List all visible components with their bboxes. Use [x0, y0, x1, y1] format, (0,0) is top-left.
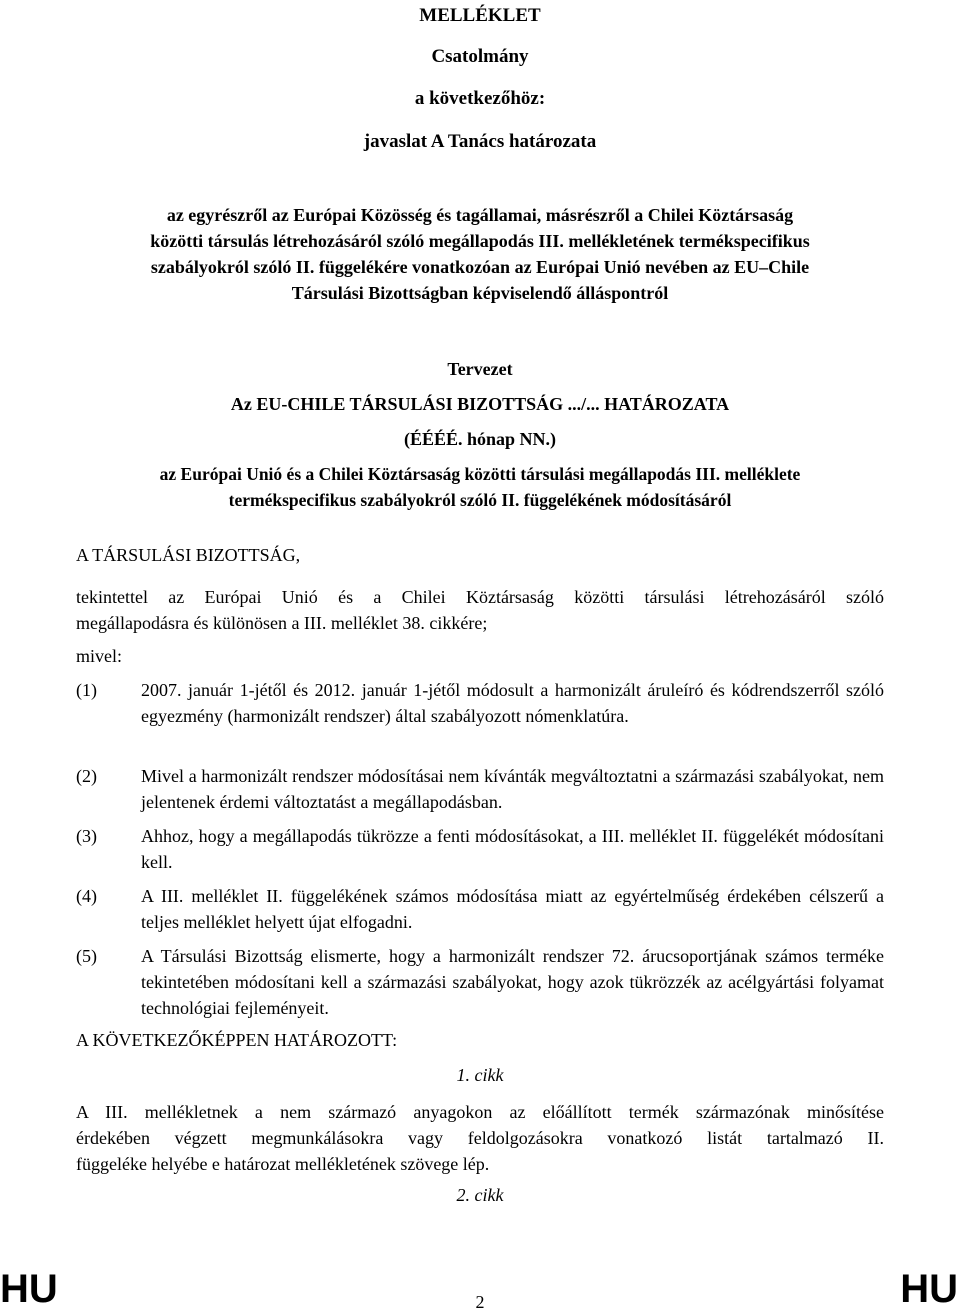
decision-title-line: közötti társulás létrehozásáról szóló megállapodás III. mellékletének termékspecifikus: [150, 231, 810, 251]
decision-title: [80, 202, 880, 306]
language-code-right: HU: [900, 1267, 958, 1311]
draft-subject-line: termékspecifikus szabályokról szóló II. függelékének módosításáról: [228, 490, 732, 510]
draft-date: (ÉÉÉÉ. hónap NN.): [403, 429, 557, 449]
having-regard-paragraph: [76, 584, 884, 636]
draft-subject-line: az Európai Unió és a Chilei Köztársaság közötti társulási megállapodás III. melléklete: [159, 464, 801, 484]
page-number: 2: [475, 1292, 485, 1312]
decision-title-line: szabályokról szóló II. függelékére vonatkozóan az Európai Unió nevében az EU–Chile: [150, 257, 810, 277]
decision-title-line: Társulási Bizottságban képviselendő álláspontról: [291, 283, 669, 303]
recital-number: (3): [76, 826, 97, 846]
recital-number: (4): [76, 886, 97, 906]
recital-text: Mivel a harmonizált rendszer módosításai nem kívánták megváltoztatni a származási szabályokat, nem jelentenek érdemi változtatást a megállapodásban.: [141, 766, 884, 812]
recital-number: (1): [76, 680, 97, 700]
committee-heading: A TÁRSULÁSI BIZOTTSÁG,: [76, 545, 301, 565]
decided-heading: A KÖVETKEZŐKÉPPEN HATÁROZOTT:: [76, 1030, 398, 1050]
recital-text: 2007. január 1-jétől és 2012. január 1-jétől módosult a harmonizált áruleíró és kódrendszerről szóló egyezmény (harmonizált rendszer) által szabályozott nómenklatúra.: [141, 680, 884, 726]
article-1-text: [76, 1099, 884, 1177]
attachment-to: a következőhöz:: [414, 88, 546, 109]
having-regard-line: megállapodásra és különösen a III. melléklet 38. cikkére;: [76, 613, 488, 633]
draft-label: Tervezet: [447, 359, 513, 379]
article-2-heading: 2. cikk: [456, 1185, 504, 1205]
recital-text: Ahhoz, hogy a megállapodás tükrözze a fenti módosításokat, a III. melléklet II. függelékét módosítani kell.: [141, 826, 884, 872]
decision-title-line: az egyrészről az Európai Közösség és tagállamai, másrészről a Chilei Köztársaság: [166, 205, 794, 225]
attachment-label: Csatolmány: [431, 46, 529, 67]
article-1-line: érdekében végzett megmunkálásokra vagy feldolgozásokra vonatkozó listát tartalmazó II.: [76, 1128, 884, 1148]
draft-heading: Az EU-CHILE TÁRSULÁSI BIZOTTSÁG .../... HATÁROZATA: [230, 394, 730, 414]
recital-number: (2): [76, 766, 97, 786]
whereas-label: mivel:: [76, 646, 122, 666]
recital-text: A Társulási Bizottság elismerte, hogy a harmonizált rendszer 72. árucsoportjának számos terméke tekintetében módosítani kell a származási szabályokat, hogy azok tükrözzék az acélgyártási folyamat technológiai fejleményeit.: [141, 946, 884, 1018]
recital-number: (5): [76, 946, 97, 966]
recital-text: A III. melléklet II. függelékének számos módosítása miatt az egyértelműség érdekében célszerű a teljes melléklet helyett újat elfogadni.: [141, 886, 884, 932]
annex-title: MELLÉKLET: [419, 5, 541, 26]
proposal-title: javaslat A Tanács határozata: [363, 131, 597, 152]
article-1-heading: 1. cikk: [456, 1065, 504, 1085]
having-regard-line: tekintettel az Európai Unió és a Chilei Köztársaság közötti társulási létrehozásáról szóló: [76, 587, 884, 607]
article-1-line: A III. mellékletnek a nem származó anyagokon az előállított termék származónak minősítése: [76, 1102, 884, 1122]
article-1-line: függeléke helyébe e határozat mellékletének szövege lép.: [76, 1154, 490, 1174]
draft-subject: [80, 461, 880, 513]
language-code-left: HU: [0, 1267, 58, 1311]
